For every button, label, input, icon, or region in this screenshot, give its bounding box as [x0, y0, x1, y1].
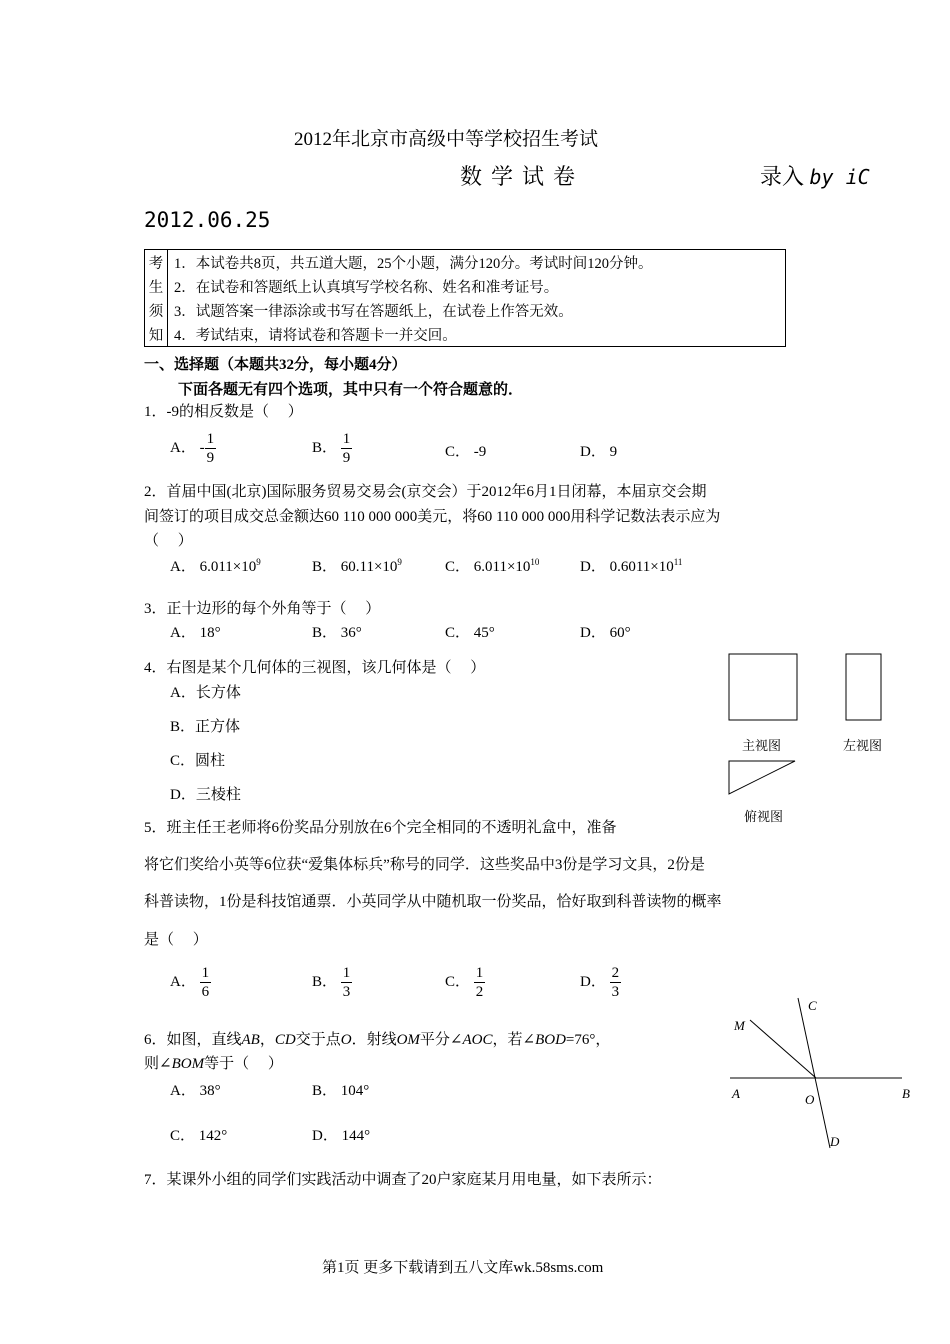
stem-text: 平分	[419, 1032, 450, 1048]
q2-option-a	[170, 555, 261, 576]
option-label: A．	[170, 973, 196, 990]
option-value: 6.011×10	[199, 559, 257, 575]
option-value: 60°	[609, 625, 631, 641]
point-o-label: O	[805, 1092, 815, 1107]
question-5-line: 是（ ）	[144, 932, 208, 948]
question-5-line: 科普读物，1份是科技馆通票．小英同学从中随机取一份奖品，恰好取到科普读物的概率	[144, 894, 722, 910]
intersecting-lines-figure	[720, 990, 920, 1155]
line-cd	[798, 998, 830, 1148]
question-number: 1．	[144, 404, 167, 420]
q2-option-c	[445, 555, 539, 576]
option-value: -9	[473, 444, 487, 460]
option-value: 9	[609, 444, 618, 460]
option-label: D．	[580, 973, 606, 990]
math-symbol: ∠BOD	[522, 1032, 566, 1048]
option-value: 60.11×10	[340, 559, 398, 575]
question-6-line	[144, 1028, 610, 1049]
byline-author: by iC	[809, 165, 870, 189]
q5-option-a	[170, 964, 211, 1001]
option-value: 45°	[473, 625, 495, 641]
exponent: 11	[673, 557, 683, 567]
stem-text: ．射线	[351, 1032, 397, 1048]
math-symbol: O	[340, 1032, 352, 1048]
option-label: D．	[580, 559, 606, 575]
stem-text: ，	[259, 1032, 275, 1048]
point-a-label: A	[732, 1086, 740, 1101]
front-view-label: 主视图	[742, 738, 782, 753]
numerator: 1	[342, 965, 351, 981]
math-symbol: ∠BOM	[159, 1056, 205, 1072]
stem-text: 则	[144, 1056, 160, 1072]
q2-option-b	[312, 555, 402, 576]
section-heading: 一、选择题（本题共32分，每小题4分）	[144, 357, 407, 373]
question-6-line	[144, 1052, 283, 1073]
denominator: 9	[342, 450, 351, 466]
q3-option-b	[312, 621, 362, 642]
q5-option-d	[580, 964, 621, 1001]
question-1-stem	[144, 400, 303, 421]
ray-om	[750, 1020, 816, 1078]
math-symbol: AB	[241, 1032, 260, 1048]
option-label: D．	[580, 625, 606, 641]
math-value: -9	[166, 404, 180, 420]
left-view-shape	[846, 654, 881, 720]
numerator: 2	[611, 965, 620, 981]
notice-label: 考	[145, 250, 168, 275]
notice-item: 4．考试结束，请将试卷和答题卡一并交回。	[168, 322, 786, 347]
option-value: 38°	[199, 1083, 221, 1099]
notice-label: 须	[145, 298, 168, 322]
math-value: =76°	[565, 1032, 596, 1048]
q3-option-a	[170, 621, 221, 642]
left-view-label: 左视图	[843, 738, 883, 753]
math-symbol: CD	[274, 1032, 296, 1048]
option-label: D．	[580, 444, 606, 460]
top-view-shape	[729, 761, 795, 794]
fraction	[341, 430, 353, 467]
question-2-line: 间签订的项目成交总金额达60 110 000 000美元，将60 110 000 000用科学记数法表示应为	[144, 509, 721, 525]
notice-label: 知	[145, 322, 168, 347]
q3-option-d	[580, 621, 631, 642]
denominator: 3	[611, 984, 620, 1000]
stem-text: 的相反数是（ ）	[179, 404, 303, 420]
q6-option-b	[312, 1079, 369, 1100]
fraction	[205, 430, 217, 467]
exponent: 10	[530, 557, 540, 567]
fraction	[200, 964, 212, 1001]
q4-option: A．长方体	[170, 685, 241, 701]
exponent: 9	[256, 557, 261, 567]
stem-text: ，	[595, 1032, 611, 1048]
option-label: B．	[312, 559, 338, 575]
q4-option: B．正方体	[170, 719, 241, 735]
q1-option-c	[445, 440, 486, 461]
option-label: C．	[170, 1128, 196, 1144]
q1-option-d	[580, 440, 617, 461]
stem-text: 6．如图，直线	[144, 1032, 242, 1048]
option-label: B．	[312, 1083, 338, 1099]
q4-option: D．三棱柱	[170, 787, 241, 803]
section-instruction: 下面各题无有四个选项，其中只有一个符合题意的．	[178, 382, 524, 398]
stem-text: 交于点	[295, 1032, 341, 1048]
option-label: C．	[445, 973, 471, 990]
option-value: 144°	[341, 1128, 371, 1144]
q6-option-d	[312, 1124, 370, 1145]
option-label: A．	[170, 559, 196, 575]
q6-option-a	[170, 1079, 221, 1100]
fraction	[610, 964, 622, 1001]
option-label: B．	[312, 625, 338, 641]
exponent: 9	[397, 557, 402, 567]
q3-option-c	[445, 621, 495, 642]
notice-item: 1．本试卷共8页，共五道大题，25个小题，满分120分。考试时间120分钟。	[168, 250, 786, 275]
notice-table	[144, 249, 786, 347]
q2-option-d	[580, 555, 682, 576]
front-view-shape	[729, 654, 797, 720]
notice-item: 2．在试卷和答题纸上认真填写学校名称、姓名和准考证号。	[168, 274, 786, 298]
option-value: 6.011×10	[473, 559, 531, 575]
option-label: B．	[312, 439, 338, 456]
q6-option-c	[170, 1124, 227, 1145]
question-5-line: 将它们奖给小英等6位获“爱集体标兵”称号的同学．这些奖品中3份是学习文具，2份是	[144, 857, 705, 873]
option-value: 36°	[340, 625, 362, 641]
top-view-label: 俯视图	[744, 809, 784, 824]
numerator: 1	[201, 965, 210, 981]
notice-item: 3．试题答案一律添涂或书写在答题纸上，在试卷上作答无效。	[168, 298, 786, 322]
byline	[760, 160, 870, 191]
option-label: A．	[170, 439, 196, 456]
numerator: 1	[475, 965, 484, 981]
option-label: B．	[312, 973, 338, 990]
denominator: 2	[475, 984, 484, 1000]
point-m-label: M	[734, 1018, 745, 1033]
option-label: D．	[312, 1128, 338, 1144]
option-label: C．	[445, 559, 471, 575]
q5-option-b	[312, 964, 352, 1001]
point-b-label: B	[902, 1086, 910, 1101]
exam-date: 2012.06.25	[144, 208, 271, 232]
option-label: C．	[445, 625, 471, 641]
byline-prefix: 录入	[760, 164, 805, 189]
notice-label: 生	[145, 274, 168, 298]
point-c-label: C	[808, 998, 817, 1013]
math-symbol: ∠AOC	[449, 1032, 493, 1048]
option-value: 0.6011×10	[609, 559, 674, 575]
denominator: 3	[342, 984, 351, 1000]
exam-title: 2012年北京市高级中等学校招生考试	[294, 129, 599, 150]
question-5-line: 5．班主任王老师将6份奖品分别放在6个完全相同的不透明礼盒中，准备	[144, 820, 617, 836]
question-7-stem: 7．某课外小组的同学们实践活动中调查了20户家庭某月用电量，如下表所示：	[144, 1172, 662, 1188]
question-3-stem: 3．正十边形的每个外角等于（ ）	[144, 601, 381, 617]
q4-option: C．圆柱	[170, 753, 226, 769]
option-label: C．	[445, 444, 471, 460]
option-value: 18°	[199, 625, 221, 641]
stem-text: 等于（ ）	[204, 1056, 283, 1072]
math-sign: -	[199, 439, 205, 456]
numerator: 1	[206, 431, 215, 447]
question-4-stem: 4．右图是某个几何体的三视图，该几何体是（ ）	[144, 660, 486, 676]
option-value: 142°	[198, 1128, 228, 1144]
denominator: 6	[201, 984, 210, 1000]
q1-option-b	[312, 430, 352, 467]
option-value: 104°	[340, 1083, 370, 1099]
fraction	[474, 964, 486, 1001]
math-symbol: OM	[396, 1032, 420, 1048]
question-2-line: 2．首届中国(北京)国际服务贸易交易会(京交会）于2012年6月1日闭幕，本届京交会期	[144, 484, 707, 500]
point-d-label: D	[830, 1134, 840, 1149]
denominator: 9	[206, 450, 215, 466]
option-label: A．	[170, 1083, 196, 1099]
q1-option-a	[170, 430, 216, 467]
exam-subtitle: 数学试卷	[460, 164, 585, 189]
q5-option-c	[445, 964, 485, 1001]
page-footer: 第1页 更多下载请到五八文库wk.58sms.com	[322, 1260, 604, 1276]
numerator: 1	[342, 431, 351, 447]
stem-text: ，若	[492, 1032, 523, 1048]
fraction	[341, 964, 353, 1001]
option-label: A．	[170, 625, 196, 641]
question-2-line: （ ）	[144, 533, 193, 549]
